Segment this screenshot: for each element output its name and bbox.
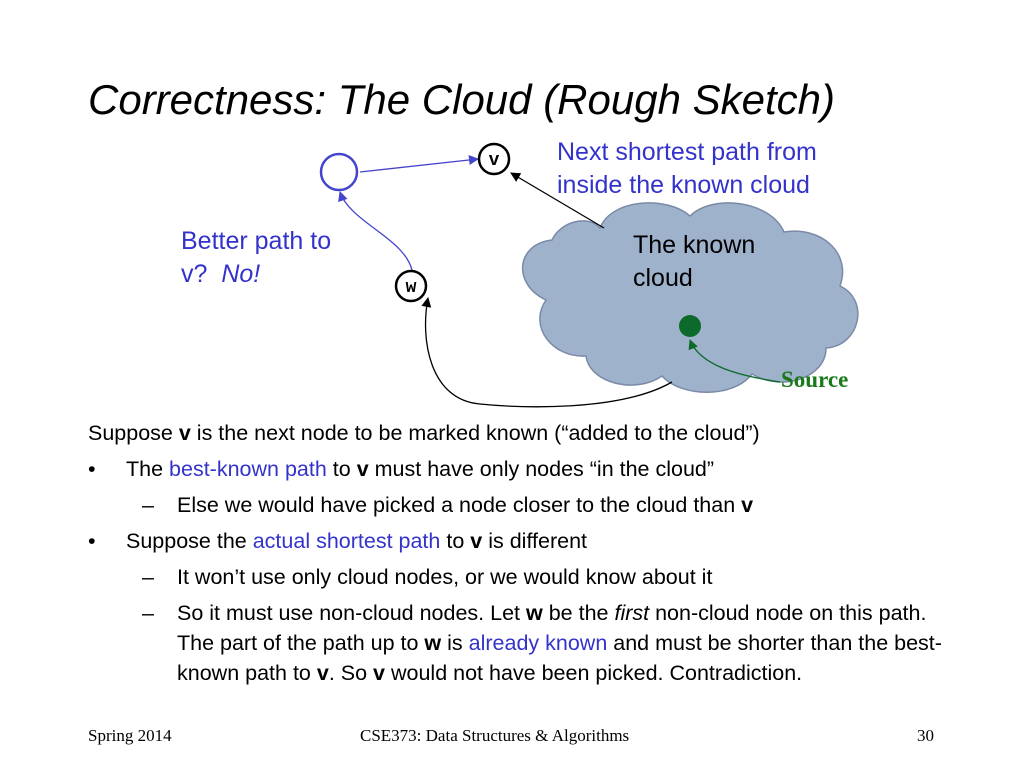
text: non-cloud node on this path. The part of the path up to xyxy=(177,601,927,655)
cloud-label: The known cloud xyxy=(633,231,756,292)
footer-term: Spring 2014 xyxy=(88,726,172,745)
unlabeled-node xyxy=(321,154,357,190)
highlight-best-known-path: best-known path xyxy=(169,457,327,481)
source-node xyxy=(679,315,701,337)
text: must have only nodes “in the cloud” xyxy=(368,457,715,481)
text: be the xyxy=(542,601,615,625)
var-v: v xyxy=(316,661,329,685)
next-shortest-path-note: Next shortest path from inside the known cloud xyxy=(557,138,817,199)
text: is different xyxy=(482,529,588,553)
text: The xyxy=(126,457,170,481)
better-path-note xyxy=(181,225,371,291)
better-path-question: v? xyxy=(181,260,208,288)
text: to xyxy=(440,529,471,553)
better-path-line1: Better path to xyxy=(181,227,332,255)
text: would not have been picked. Contradiction. xyxy=(385,661,803,685)
highlight-already-known: already known xyxy=(468,631,608,655)
text: . So xyxy=(328,661,374,685)
dash-icon: – xyxy=(142,565,154,589)
bullet-best-known xyxy=(88,454,948,484)
text: is xyxy=(441,631,469,655)
subbullet-else xyxy=(88,490,948,520)
var-v: v xyxy=(741,493,754,517)
dash-icon: – xyxy=(142,601,154,625)
var-v: v xyxy=(178,421,191,445)
text: Suppose the xyxy=(126,529,253,553)
footer-course: CSE373: Data Structures & Algorithms xyxy=(360,726,630,745)
text: Else we would have picked a node closer to the cloud than xyxy=(177,493,742,517)
var-w: w xyxy=(526,601,543,625)
bullet-icon: • xyxy=(88,529,96,553)
intro-paragraph xyxy=(88,418,948,448)
text: is the next node to be marked known (“added to the cloud”) xyxy=(190,421,760,445)
text: to xyxy=(326,457,357,481)
slide-title: Correctness: The Cloud (Rough Sketch) xyxy=(88,76,835,123)
bullet-icon: • xyxy=(88,457,96,481)
var-v: v xyxy=(356,457,369,481)
text: It won’t use only cloud nodes, or we would know about it xyxy=(177,565,713,589)
text: Suppose xyxy=(88,421,179,445)
slide-body xyxy=(88,418,948,688)
emphasis-first: first xyxy=(614,601,650,625)
highlight-actual-shortest-path: actual shortest path xyxy=(252,529,441,553)
node-w xyxy=(396,271,426,301)
better-path-answer: No! xyxy=(221,260,261,288)
var-w: w xyxy=(424,631,442,655)
edge-top-node-to-v xyxy=(360,159,478,172)
node-w-label: w xyxy=(405,278,417,298)
bullet-actual-shortest xyxy=(88,526,948,556)
dash-icon: – xyxy=(142,493,154,517)
var-v: v xyxy=(470,529,483,553)
node-v xyxy=(479,144,509,174)
source-label: Source xyxy=(781,367,849,392)
text: and must be shorter than the best-known path to xyxy=(177,631,942,685)
node-v-label: v xyxy=(488,151,500,171)
text: So it must use non-cloud nodes. Let xyxy=(177,601,526,625)
footer-page-number: 30 xyxy=(917,726,934,745)
subbullet-wont-use xyxy=(88,562,948,592)
subbullet-contradiction xyxy=(88,598,948,688)
var-v: v xyxy=(373,661,386,685)
